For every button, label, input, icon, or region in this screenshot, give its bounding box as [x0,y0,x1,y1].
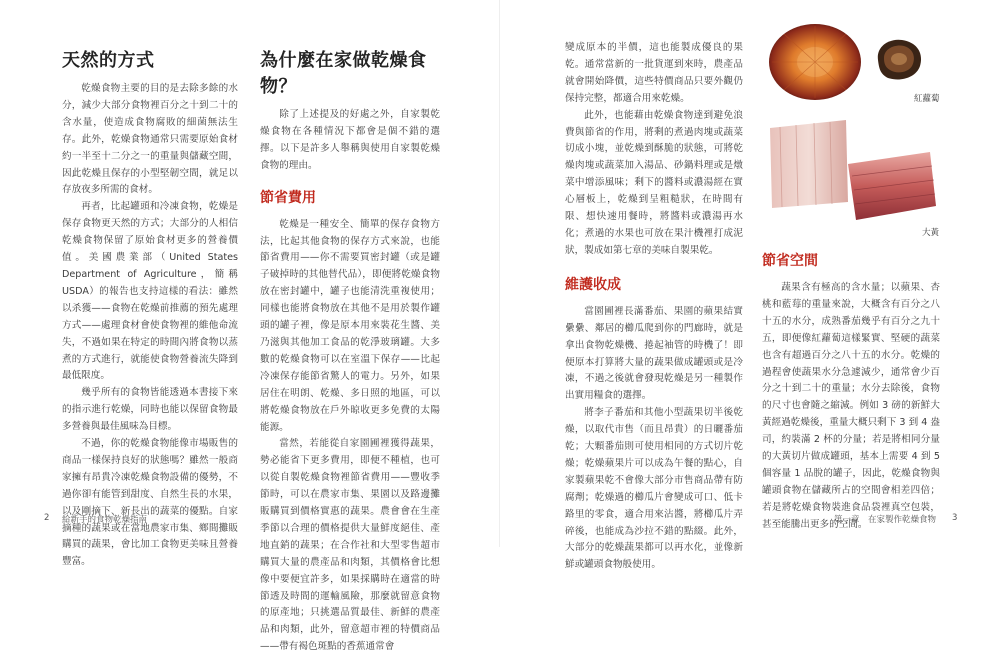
right-column-2 [762,238,940,534]
section-title: 為什麼在家做乾燥食物？ [260,50,427,97]
subsection-title: 節省空間 [762,253,818,269]
dried-rhubarb-photo [766,118,850,210]
paragraph: 除了上述提及的好處之外，自家製乾燥食物在各種情況下都會是個不錯的選擇。以下是許多人舉稱與使用自家製乾燥食物的理由。 [260,109,440,171]
paragraph: 不過，你的乾燥食物能像市場販售的商品一樣保持良好的狀態嗎？雖然一般商家擁有昂貴冷凍乾燥食物設備的優勢，不過你卻有能管到甜度、自然生長的水果，以及剛摘下、新長出的蔬菜的優點。自家摘種的蔬果或在當地農家市集、鄉間攤販購買的蔬果，會比加工食物更美味且營養豐富。 [62,438,238,568]
chapter-title: 第一章 在家製作乾燥食物 [834,515,937,525]
paragraph: 幾乎所有的食物皆能透過本書接下來的指示進行乾燥，同時也能以保留食物最多營養與最佳風味為目標。 [62,387,238,433]
paragraph: 再者，比起罐頭和冷凍食物，乾燥是保存食物更天然的方式；大部分的人相信乾燥食物保留了原始食材更多的營養價值。美國農業部（United States Department of Agriculture，簡稱 USDA）的報告也支持這樣的看法：雖然以杀獲——食物在乾燥前推薦的預先處理方式——處理食材會使食物裡的維他命流失，不過如果在特定的時間內將食物以蒸煮的方式進行，就能使食物營養流失降到最低限度。 [62,201,238,382]
page-number: 2 [44,513,50,523]
page-number: 3 [952,513,958,523]
dried-carrot-photo [766,22,864,102]
dried-carrot-piece-photo [872,36,926,84]
section-title: 天然的方式 [62,50,155,71]
right-column-1 [565,40,743,574]
carrot-caption: 紅蘿蔔 [914,94,940,104]
paragraph: 乾燥是一種安全、簡單的保存食物方法，比起其他食物的保存方式來說，也能節省費用——你不需要買密封罐（或是罐子破掉時的其他替代品），即便將乾燥食物放在密封罐中，罐子也能清洗重複使用；同樣也能將食物放在其他不是用於製作罐頭的罐子裡，像是原本用來裝花生醬、美乃滋與其他加工食品的乾淨玻璃罐。大多數的乾燥食物可以在室溫下保存——比起冷凍保存能節省驚人的電力。另外，如果居住在明朗、乾燥、多日照的地區，可以將乾燥食物放在戶外晾收更多免費的太陽能源。 [260,218,440,433]
fresh-rhubarb-photo [846,146,938,226]
paragraph: 變成原本的半價，這也能製成優良的果乾。通常當新的一批貨運到來時，農產品就會開始降價，這些特價商品只要外觀仍保持完整，都適合用來乾燥。 [565,42,743,104]
paragraph: 當然，若能從自家園圃裡獲得蔬果，勢必能省下更多費用，即便不種植，也可以從自製乾燥食物裡節省費用——豐收季節時，可以在農家市集、果園以及路邊攤販購買到價格實惠的蔬果。農會會在生產季節以合理的價格提供大量鮮度絕佳、產地直銷的蔬果；在合作社和大型零售超市購買大量的農產品和肉類，其價格會比想像中要便宜許多，如果採購時在適當的時節透及時間的運輸風險，那麼就留意食物的原產地；只挑選品質最佳、新鮮的農產品和肉類，此外，留意超市裡的特價商品——帶有褐色斑點的香蕉通常會 [260,438,440,653]
subsection-title: 維護收成 [565,276,621,293]
paragraph: 蔬果含有極高的含水量；以蘋果、杏桃和藍莓的重量來說，大概含有百分之八十五的水分，成熟番茄幾乎有百分之九十五，即便像紅蘿蔔這樣緊實、堅硬的蔬菜也含有超過百分之八十五的水分。乾燥的過程會使蔬果水分急遽減少，通常會少百分之十到二十的重量；水分去除後，食物的尺寸也會隨之縮減。例如 3 磅的新鮮大黃經過乾燥後，重量大概只剩下 3 到 4 盎司，約裝滿 2 杯的分量；若是將相同分量的大黃切片做成罐頭，基本上需要 4 到 5 個容量 1 品脫的罐子，因此，乾燥食物與罐頭食物在儲藏所占的空間會相差四倍；若是將乾燥食物裝進食品袋裡真空包裝，甚至能騰出更多的空間。 [762,282,940,530]
paragraph: 此外，也能藉由乾燥食物達到避免浪費與節省的作用，將剩的煮過肉塊或蔬菜切成小塊，並乾燥到酥脆的狀態，可將乾燥肉塊或蔬菜加入湯品、砂鍋料理或是燉菜中增添風味；剩下的醬料或濃湯經在實心層板上，乾燥到呈粗糙狀，在時間有限、想快速用餐時，將醬料或濃湯再水化；煮過的水果也可放在果汁機裡打成泥狀，製成如第七章的美味自製果乾。 [565,109,743,256]
running-title: 給新手的食物乾燥指南 [62,515,148,525]
paragraph: 乾燥食物主要的目的是去除多餘的水分，減少大部分食物裡百分之十到二十的含水量，使造成食物腐敗的細菌無法生存。此外，乾燥食物通常只需要原始食材約一半至十二分之一的重量與儲藏空間，因此乾燥且保存的小型堅韌空間，就足以存放夜多所需的食材。 [62,83,238,196]
subsection-title: 節省費用 [260,189,316,206]
paragraph: 當園圃裡長滿番茄、果園的蘋果結實纍纍、鄰居的櫛瓜爬到你的門廊時，就是拿出食物乾燥機、捲起袖管的時機了！即便原本打算將大量的蔬果做成罐頭或是冷凍，不過之後就會發現乾燥是另一種製作出實用糧食的選擇。 [565,305,743,402]
rhubarb-caption: 大黃 [922,228,940,238]
paragraph: 將李子番茄和其他小型蔬果切半後乾燥，以取代市售（而且昂貴）的日曬番茄乾；大顆番茄則可使用相同的方式切片乾燥；乾燥蘋果片可以成為午餐的點心，自家製蘋果乾不會像大部分市售商品帶有防腐劑；乾燥過的櫛瓜片會變成可口、低卡路里的零食，適合用來沾醬，將櫛瓜片弄碎後，也能成為沙拉不錯的點綴。此外，大部分的乾燥蔬果都可以再水化，並像新鮮或罐頭食物般使用。 [565,407,743,571]
